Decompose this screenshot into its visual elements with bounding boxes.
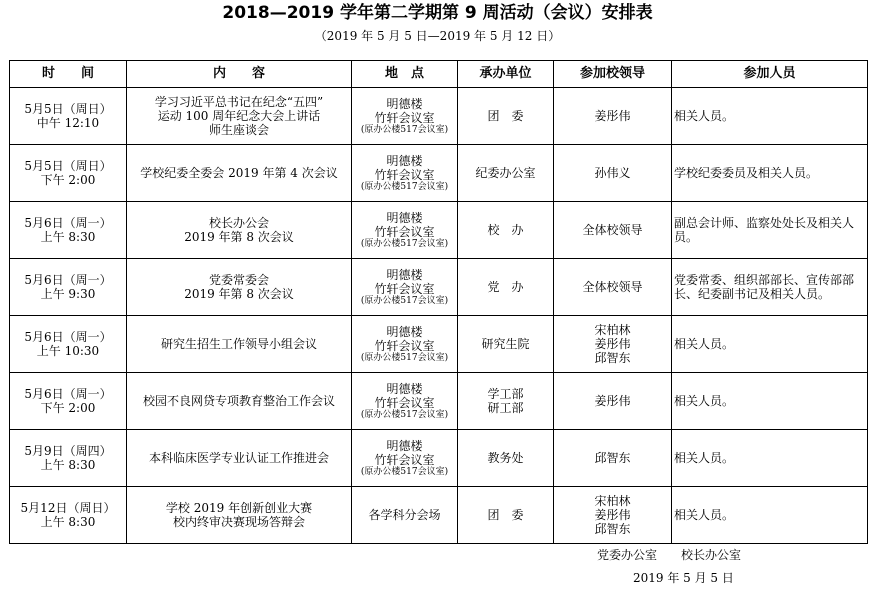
leader-name: 邱智东 [594, 522, 631, 536]
date-text: 5月5日（周日） [24, 102, 112, 116]
location-cell [352, 487, 458, 544]
location-line: (原办公楼517会议室) [360, 295, 449, 306]
header-location: 地 点 [352, 61, 458, 88]
location-line: (原办公楼517会议室) [360, 466, 449, 477]
table-row [10, 145, 868, 202]
time-cell [10, 145, 127, 202]
time-cell [10, 202, 127, 259]
organizer-line: 教务处 [487, 451, 524, 465]
location-line: 竹轩会议室 [374, 338, 435, 353]
organizer-cell [458, 430, 554, 487]
organizer-line: 学工部 [487, 387, 524, 401]
content-line: 2019 年第 8 次会议 [184, 230, 294, 244]
location-line: 明德楼 [386, 381, 423, 396]
content-line: 校内终审决赛现场答辩会 [172, 515, 305, 529]
location-line: 明德楼 [386, 96, 423, 111]
date-text: 5月5日（周日） [24, 159, 112, 173]
header-attendees: 参加人员 [672, 61, 868, 88]
organizer-cell [458, 145, 554, 202]
organizer-cell [458, 373, 554, 430]
leader-name: 全体校领导 [582, 223, 643, 237]
time-text: 上午 9:30 [40, 287, 96, 301]
leaders-cell [554, 202, 672, 259]
content-line: 2019 年第 8 次会议 [184, 287, 294, 301]
location-cell [352, 430, 458, 487]
time-cell [10, 373, 127, 430]
content-cell [127, 430, 352, 487]
leaders-cell [554, 259, 672, 316]
content-line: 学校 2019 年创新创业大赛 [165, 501, 313, 515]
location-cell [352, 145, 458, 202]
content-cell [127, 373, 352, 430]
location-line: (原办公楼517会议室) [360, 124, 449, 135]
leaders-cell [554, 145, 672, 202]
organizer-line: 校 办 [487, 223, 524, 237]
date-text: 5月12日（周日） [20, 501, 116, 515]
date-text: 5月6日（周一） [24, 330, 112, 344]
time-text: 中午 12:10 [36, 116, 100, 130]
organizer-cell [458, 259, 554, 316]
leader-name: 全体校领导 [582, 280, 643, 294]
content-cell [127, 145, 352, 202]
location-line: 竹轩会议室 [374, 167, 435, 182]
location-line: 竹轩会议室 [374, 110, 435, 125]
header-time: 时 间 [10, 61, 127, 88]
date-text: 5月6日（周一） [24, 273, 112, 287]
organizer-line: 研究生院 [481, 337, 530, 351]
content-cell [127, 316, 352, 373]
attendees-cell: 相关人员。 [672, 373, 868, 430]
content-line: 运动 100 周年纪念大会上讲话 [157, 109, 321, 123]
time-text: 上午 8:30 [40, 230, 96, 244]
location-cell [352, 202, 458, 259]
location-line: (原办公楼517会议室) [360, 181, 449, 192]
location-cell [352, 88, 458, 145]
organizer-line: 团 委 [487, 109, 524, 123]
attendees-cell: 相关人员。 [672, 316, 868, 373]
content-cell [127, 487, 352, 544]
content-line: 校长办公会 [208, 216, 269, 230]
content-cell [127, 259, 352, 316]
content-line: 学习习近平总书记在纪念“五四” [154, 95, 324, 109]
content-line: 党委常委会 [208, 273, 269, 287]
content-line: 学校纪委全委会 2019 年第 4 次会议 [140, 166, 338, 180]
table-header-row [10, 61, 868, 88]
leader-name: 宋柏林 [594, 323, 631, 337]
time-cell [10, 88, 127, 145]
location-line: 明德楼 [386, 324, 423, 339]
location-line: 明德楼 [386, 438, 423, 453]
content-cell [127, 88, 352, 145]
organizer-line: 研工部 [487, 401, 524, 415]
attendees-cell: 副总会计师、监察处处长及相关人员。 [672, 202, 868, 259]
location-line: (原办公楼517会议室) [360, 352, 449, 363]
location-line: 竹轩会议室 [374, 452, 435, 467]
table-row [10, 259, 868, 316]
date-text: 5月6日（周一） [24, 216, 112, 230]
leader-name: 姜彤伟 [594, 508, 631, 522]
location-line: (原办公楼517会议室) [360, 238, 449, 249]
issuing-offices: 党委办公室 校长办公室 [597, 548, 742, 562]
leaders-cell [554, 88, 672, 145]
time-text: 上午 8:30 [40, 515, 96, 529]
organizer-line: 党 办 [487, 280, 524, 294]
attendees-cell: 党委常委、组织部部长、宣传部部长、纪委副书记及相关人员。 [672, 259, 868, 316]
location-cell [352, 259, 458, 316]
content-cell [127, 202, 352, 259]
table-row [10, 430, 868, 487]
location-line: 明德楼 [386, 267, 423, 282]
table-row [10, 316, 868, 373]
time-cell [10, 259, 127, 316]
content-line: 校园不良网贷专项教育整治工作会议 [142, 394, 335, 408]
leader-name: 姜彤伟 [594, 337, 631, 351]
leader-name: 孙伟义 [594, 166, 631, 180]
table-row [10, 202, 868, 259]
attendees-cell: 相关人员。 [672, 430, 868, 487]
organizer-cell [458, 316, 554, 373]
content-line: 研究生招生工作领导小组会议 [160, 337, 317, 351]
attendees-cell: 学校纪委委员及相关人员。 [672, 145, 868, 202]
location-line: (原办公楼517会议室) [360, 409, 449, 420]
table-row [10, 88, 868, 145]
header-content: 内 容 [127, 61, 352, 88]
page-title: 2018—2019 学年第二学期第 9 周活动（会议）安排表 [222, 3, 653, 23]
organizer-cell [458, 487, 554, 544]
header-leaders: 参加校领导 [554, 61, 672, 88]
content-line: 本科临床医学专业认证工作推进会 [148, 451, 329, 465]
attendees-cell: 相关人员。 [672, 88, 868, 145]
time-text: 下午 2:00 [40, 173, 96, 187]
location-line: 竹轩会议室 [374, 224, 435, 239]
leaders-cell [554, 487, 672, 544]
location-cell [352, 316, 458, 373]
leader-name: 姜彤伟 [594, 394, 631, 408]
leaders-cell [554, 316, 672, 373]
location-line: 竹轩会议室 [374, 395, 435, 410]
time-text: 上午 10:30 [36, 344, 100, 358]
date-range-subtitle: （2019 年 5 月 5 日—2019 年 5 月 12 日） [314, 29, 561, 43]
organizer-cell [458, 88, 554, 145]
date-text: 5月6日（周一） [24, 387, 112, 401]
schedule-table [9, 60, 868, 544]
leader-name: 邱智东 [594, 451, 631, 465]
leader-name: 宋柏林 [594, 494, 631, 508]
time-cell [10, 430, 127, 487]
time-text: 下午 2:00 [40, 401, 96, 415]
organizer-line: 纪委办公室 [475, 166, 536, 180]
table-row [10, 487, 868, 544]
organizer-line: 团 委 [487, 508, 524, 522]
header-organizer: 承办单位 [458, 61, 554, 88]
leaders-cell [554, 373, 672, 430]
location-line: 竹轩会议室 [374, 281, 435, 296]
location-line: 明德楼 [386, 153, 423, 168]
location-cell [352, 373, 458, 430]
time-text: 上午 8:30 [40, 458, 96, 472]
attendees-cell: 相关人员。 [672, 487, 868, 544]
organizer-cell [458, 202, 554, 259]
location-line: 各学科分会场 [368, 508, 441, 522]
date-text: 5月9日（周四） [24, 444, 112, 458]
leader-name: 邱智东 [594, 351, 631, 365]
location-line: 明德楼 [386, 210, 423, 225]
content-line: 师生座谈会 [208, 123, 269, 137]
time-cell [10, 316, 127, 373]
time-cell [10, 487, 127, 544]
leader-name: 姜彤伟 [594, 109, 631, 123]
issue-date: 2019 年 5 月 5 日 [633, 571, 734, 585]
leaders-cell [554, 430, 672, 487]
table-row [10, 373, 868, 430]
